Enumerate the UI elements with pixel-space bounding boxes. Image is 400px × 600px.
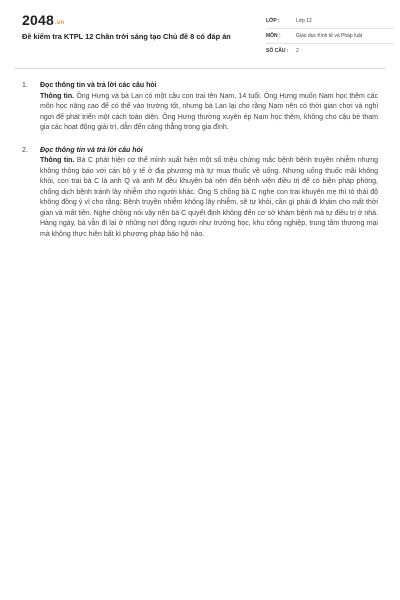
question-item	[22, 146, 378, 241]
meta-row-question-count	[266, 44, 394, 58]
document-header	[14, 0, 386, 69]
meta-value-subject: Giáo dục Kinh tế và Pháp luật	[296, 33, 363, 39]
question-item	[22, 81, 378, 134]
question-lead: Thông tin.	[40, 92, 75, 100]
meta-label-class: LỚP :	[266, 18, 280, 24]
question-title: Đọc thông tin và trả lời câu hỏi	[40, 146, 143, 154]
document-title: Đề kiểm tra KTPL 12 Chân trời sáng tạo Chủ đề 8 có đáp án	[22, 32, 231, 41]
question-lead: Thông tin.	[40, 157, 75, 164]
question-text	[40, 156, 378, 240]
meta-row-subject	[266, 29, 394, 44]
question-body	[40, 81, 378, 134]
logo-main-text: 2048	[22, 12, 54, 28]
meta-value-class: Lớp 12	[296, 18, 312, 24]
document-meta-table	[266, 14, 394, 58]
question-number: 1.	[22, 82, 28, 89]
question-text	[40, 92, 378, 134]
document-content	[14, 69, 386, 240]
logo-suffix-text: .vn	[54, 20, 65, 26]
meta-row-class	[266, 14, 394, 29]
site-logo[interactable]	[22, 12, 64, 28]
meta-label-question-count: SỐ CÂU :	[266, 48, 289, 54]
question-body	[40, 146, 378, 241]
meta-value-question-count: 2	[296, 48, 299, 54]
question-title: Đọc thông tin và trả lời các câu hỏi	[40, 82, 157, 89]
question-passage: Bà C phát hiện cơ thể mình xuất hiện một số triệu chứng mắc bệnh bệnh truyền nhiễm nhưng không thông báo với cán bộ y tế ở địa phương mà tự mua thuốc về uống. Nhưng uống thuốc mãi không khỏi, con trai bà C là anh Q và anh M đều khuyên bà nên đến bệnh viện điều trị để có biện pháp phòng, chống dịch bệnh tránh lây nhiễm cho người khác. Ông S chồng bà C nghe con trai khuyên mẹ thì tỏ thái độ không đồng ý vì cho rằng: Bệnh truyền nhiễm không lây nhiễm, sẽ tự khỏi, cần gì phải đi khám cho mất thời gian và mất tiền. Nghe chồng nói vậy nên bà C quyết định không đến cơ sở khám bệnh mà tự điều trị ở nhà. Hàng ngày, bà vẫn đi lại ở những nơi đông người như trường học, khu công nghiệp, trung tâm thương mại mà không thực hiện bất kì phương pháp bảo hộ nào.	[40, 157, 379, 238]
question-passage: Ông Hưng và bà Lan có một cậu con trai tên Nam, 14 tuổi. Ông Hưng muốn Nam học thêm các môn học nâng cao để có thể vào trường tốt, nhưng bà Lan lại cho rằng Nam nên có thời gian chơi và nghỉ ngơi để phát triển một cách toàn diện. Ông Hưng thường xuyên ép Nam học thêm, không cho cậu bé tham gia các hoạt động giải trí, dẫn đến căng thẳng trong gia đình.	[40, 92, 379, 131]
question-number: 2.	[22, 146, 28, 154]
meta-label-subject: MÔN :	[266, 33, 281, 39]
